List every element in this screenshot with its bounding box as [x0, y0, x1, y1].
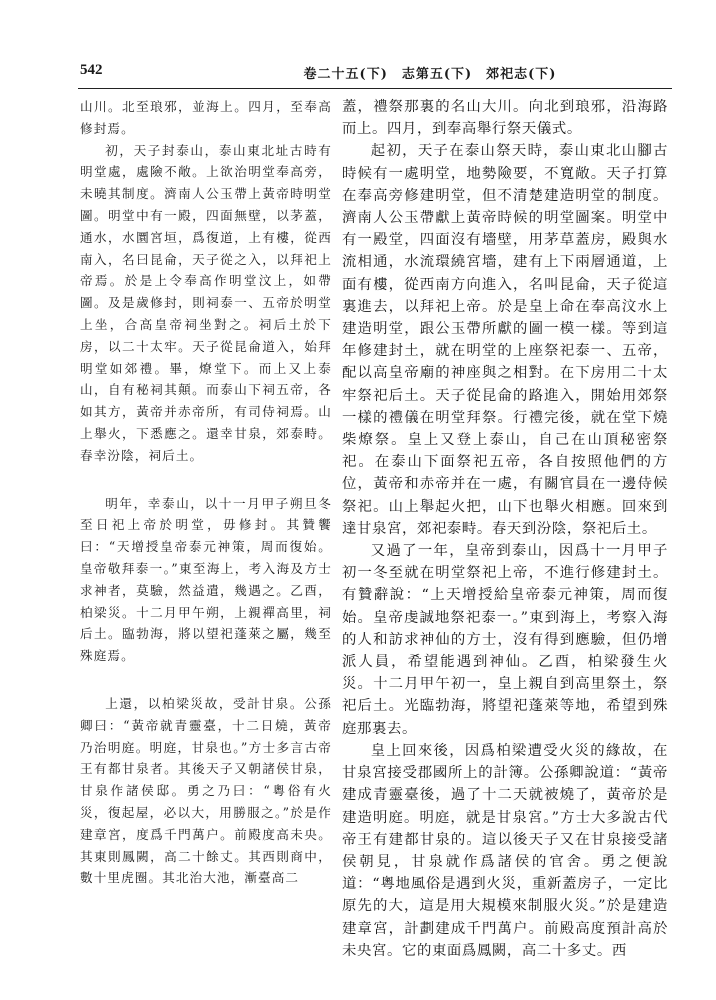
page-number: 542	[80, 62, 103, 78]
left-paragraph: 明年，幸泰山，以十一月甲子朔旦冬至日祀上帝於明堂，毋修封。其贊饗曰：“天增授皇帝泰元神策，周而復始。皇帝敬拜泰一。”東至海上，考入海及方士求神者，莫驗，然益遣，幾遇之。乙酉，柏梁災。十二月甲午朔，上親禪高里，祠后土。臨勃海，將以望祀蓬萊之屬，幾至殊庭焉。	[80, 495, 332, 664]
paragraph-gap	[80, 467, 332, 493]
paragraph-gap	[80, 667, 332, 693]
left-paragraph: 上還，以柏梁災故，受計甘泉。公孫卿曰：“黃帝就青靈臺，十二日燒，黃帝乃治明庭。明庭，甘泉也。”方士多言古帝王有都甘泉者。其後天子又朝諸侯甘泉，甘泉作諸侯邸。勇之乃曰：“粵俗有火災，復起屋，必以大，用勝服之。”於是作建章宮，度爲千門萬户。前殿度高未央。其東則鳳闕，高二十餘丈。其西則商中，數十里虎圈。其北治大池，漸臺高二	[80, 695, 332, 886]
left-paragraph: 山川。北至琅邪，並海上。四月，至奉高修封焉。	[80, 99, 332, 136]
left-paragraph: 初，天子封泰山，泰山東北址古時有明堂處，處險不敞。上欲治明堂奉高旁，未曉其制度。濟南人公玉帶上黃帝時明堂圖。明堂中有一殿，四面無壁，以茅蓋，通水，水圜宮垣，爲復道，上有樓，從西南入，名曰昆侖，天子從之入，以拜祀上帝焉。於是上令奉高作明堂汶上，如帶圖。及是歲修封，則祠泰一、五帝於明堂上坐，合高皇帝祠坐對之。祠后土於下房，以二十太牢。天子從昆侖道入，始拜明堂如郊禮。畢，燎堂下。而上又上泰山，自有秘祠其顛。而泰山下祠五帝，各如其方，黃帝并赤帝所，有司侍祠焉。山上舉火，下悉應之。還幸甘泉，郊泰畤。春幸汾陰，祠后土。	[80, 142, 332, 463]
right-paragraph: 蓋，禮祭那裏的名山大川。向北到琅邪，沿海路而上。四月，到奉高舉行祭天儀式。	[342, 99, 668, 138]
page-header	[80, 62, 670, 84]
left-column-original-text	[80, 96, 332, 889]
right-paragraph: 皇上回來後，因爲柏梁遭受火災的緣故，在甘泉宮接受郡國所上的計簿。公孫卿說道：“黃帝建成青靈臺後，過了十二天就被燒了，黃帝於是建造明庭。明庭，就是甘泉宮。”方士大多說古代帝王有建都甘泉的。這以後天子又在甘泉接受諸侯朝見，甘泉就作爲諸侯的官舍。勇之便說道：“粵地風俗是遇到火災，重新蓋房子，一定比原先的大，這是用大規模來制服火災。”於是建造建章宮，計劃建成千門萬户。前殿高度預計高於未央宮。它的東面爲鳳闕，高二十多丈。西	[342, 742, 668, 959]
right-paragraph: 又過了一年，皇帝到泰山，因爲十一月甲子初一冬至就在明堂祭祀上帝，不進行修建封土。有贊辭說：“上天增授給皇帝泰元神策，周而復始。皇帝虔誠地祭祀泰一。”東到海上，考察入海的人和訪求神仙的方士，沒有得到應驗，但仍增派人員，希望能遇到神仙。乙酉，柏梁發生火災。十二月甲午初一，皇上親自到高里祭土，祭祀后土。光臨勃海，將望祀蓬萊等地，希望到殊庭那裏去。	[342, 543, 668, 737]
right-paragraph: 起初，天子在泰山祭天時，泰山東北山腳古時候有一處明堂，地勢險要，不寬敞。天子打算在奉高旁修建明堂，但不清楚建造明堂的制度。濟南人公玉帶獻上黃帝時候的明堂圖案。明堂中有一殿堂，四面沒有墻壁，用茅草蓋房，殿與水流相通，水流環繞宮墻，建有上下兩層通道，上面有樓，從西南方向進入，名叫昆侖，天子從這裏進去，以拜祀上帝。於是皇上命在奉高汶水上建造明堂，跟公玉帶所獻的圖一模一樣。等到這年修建封土，就在明堂的上座祭祀泰一、五帝，配以高皇帝廟的神座與之相對。在下房用二十太牢祭祀后土。天子從昆侖的路進入，開始用郊祭一樣的禮儀在明堂拜祭。行禮完後，就在堂下燒柴燎祭。皇上又登上泰山，自己在山頂秘密祭祀。在泰山下面祭祀五帝，各自按照他們的方位，黃帝和赤帝并在一處，有關官員在一邊侍候祭祀。山上舉起火把，山下也舉火相應。回來到達甘泉宮，郊祀泰畤。春天到汾陰，祭祀后土。	[342, 143, 668, 537]
right-column-translation	[342, 96, 668, 962]
running-title: 卷二十五(下) 志第五(下) 郊祀志(下)	[303, 67, 557, 82]
header-rule	[78, 88, 672, 89]
